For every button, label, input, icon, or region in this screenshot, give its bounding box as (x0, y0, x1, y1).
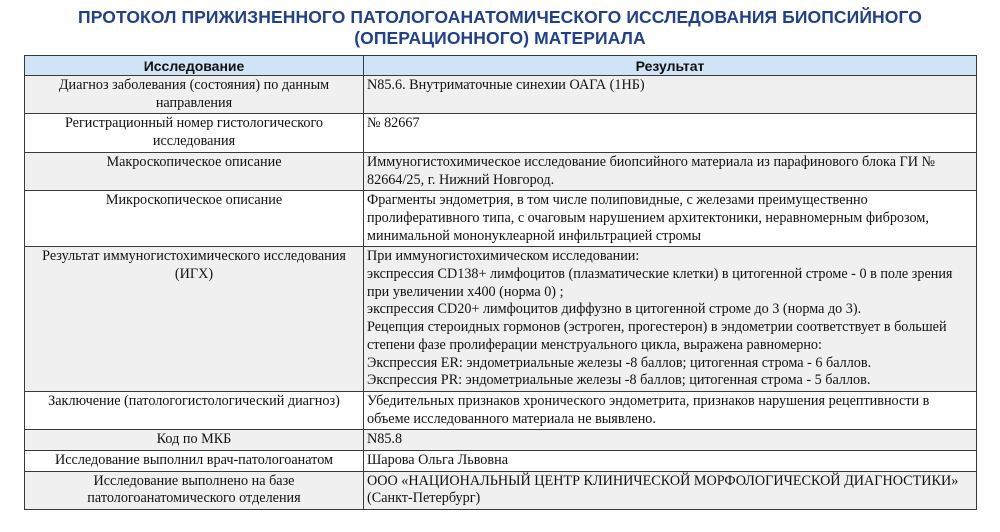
row-referral-diagnosis (25, 76, 976, 113)
ihc-line: Экспрессия PR: эндометриальные железы -8 баллов; цитогенная строма - 5 баллов. (367, 372, 871, 389)
ihc-line: Экспрессия ER: эндометриальные железы -8 баллов; цитогенная строма - 6 баллов. (367, 354, 872, 371)
row-label: Результат иммуногистохимического исследования (ИГХ) (25, 247, 363, 391)
ihc-line: При иммуногистохимическом исследовании: (367, 248, 640, 265)
row-conclusion (25, 392, 976, 429)
row-label: Макроскопическое описание (25, 153, 363, 190)
row-label: Регистрационный номер гистологического исследования (25, 114, 363, 151)
row-microscopic (25, 191, 976, 246)
row-label: Микроскопическое описание (25, 191, 363, 246)
row-ihc-result (25, 247, 976, 391)
protocol-title (0, 7, 1000, 49)
row-macroscopic (25, 153, 976, 190)
row-icd-code (25, 430, 976, 450)
row-value: N85.8 (364, 430, 976, 450)
protocol-table (24, 55, 977, 510)
row-pathologist (25, 451, 976, 471)
ihc-line: Рецепция стероидных гормонов (эстроген, прогестерон) в эндометрии соответствует в большей степени фазе пролиферации менструального цикла, выражена равномерно: (367, 319, 947, 353)
row-label: Исследование выполнил врач-патологоанатом (25, 451, 363, 471)
row-value: Фрагменты эндометрия, в том числе полиповидные, с железами преимущественно пролиферативного типа, с очаговым нарушением архитектоники, неравномерным фиброзом, минимальной мононуклеарной инфильтрацией стромы (364, 191, 976, 246)
row-label: Код по МКБ (25, 430, 363, 450)
ihc-line: экспрессия CD20+ лимфоцитов диффузно в цитогенной строме до 3 (норма до 3). (367, 301, 862, 318)
row-value: Иммуногистохимическое исследование биопсийного материала из парафинового блока ГИ № 82664/25, г. Нижний Новгород. (364, 153, 976, 190)
row-label: Диагноз заболевания (состояния) по данным направления (25, 76, 363, 113)
row-value-multiline (364, 247, 976, 391)
header-result: Результат (364, 56, 976, 75)
header-research: Исследование (25, 56, 363, 75)
row-registration-number (25, 114, 976, 151)
row-label: Заключение (патологогистологический диагноз) (25, 392, 363, 429)
title-line-1: ПРОТОКОЛ ПРИЖИЗНЕННОГО ПАТОЛОГОАНАТОМИЧЕСКОГО ИССЛЕДОВАНИЯ БИОПСИЙНОГО (78, 7, 922, 27)
table-header-row (25, 56, 976, 75)
row-value: № 82667 (364, 114, 976, 151)
row-value: ООО «НАЦИОНАЛЬНЫЙ ЦЕНТР КЛИНИЧЕСКОЙ МОРФОЛОГИЧЕСКОЙ ДИАГНОСТИКИ» (Санкт-Петербург) (364, 472, 976, 509)
row-department (25, 472, 976, 509)
row-label: Исследование выполнено на базе патологоанатомического отделения (25, 472, 363, 509)
row-value: Убедительных признаков хронического эндометрита, признаков нарушения рецептивности в объеме исследованного материала не выявлено. (364, 392, 976, 429)
row-value: Шарова Ольга Львовна (364, 451, 976, 471)
title-line-2: (ОПЕРАЦИОННОГО) МАТЕРИАЛА (354, 28, 646, 48)
row-value: N85.6. Внутриматочные синехии ОАГА (1НБ) (364, 76, 976, 113)
ihc-line: экспрессия CD138+ лимфоцитов (плазматические клетки) в цитогенной строме - 0 в поле зрения при увеличении х400 (норма 0) ; (367, 266, 953, 300)
